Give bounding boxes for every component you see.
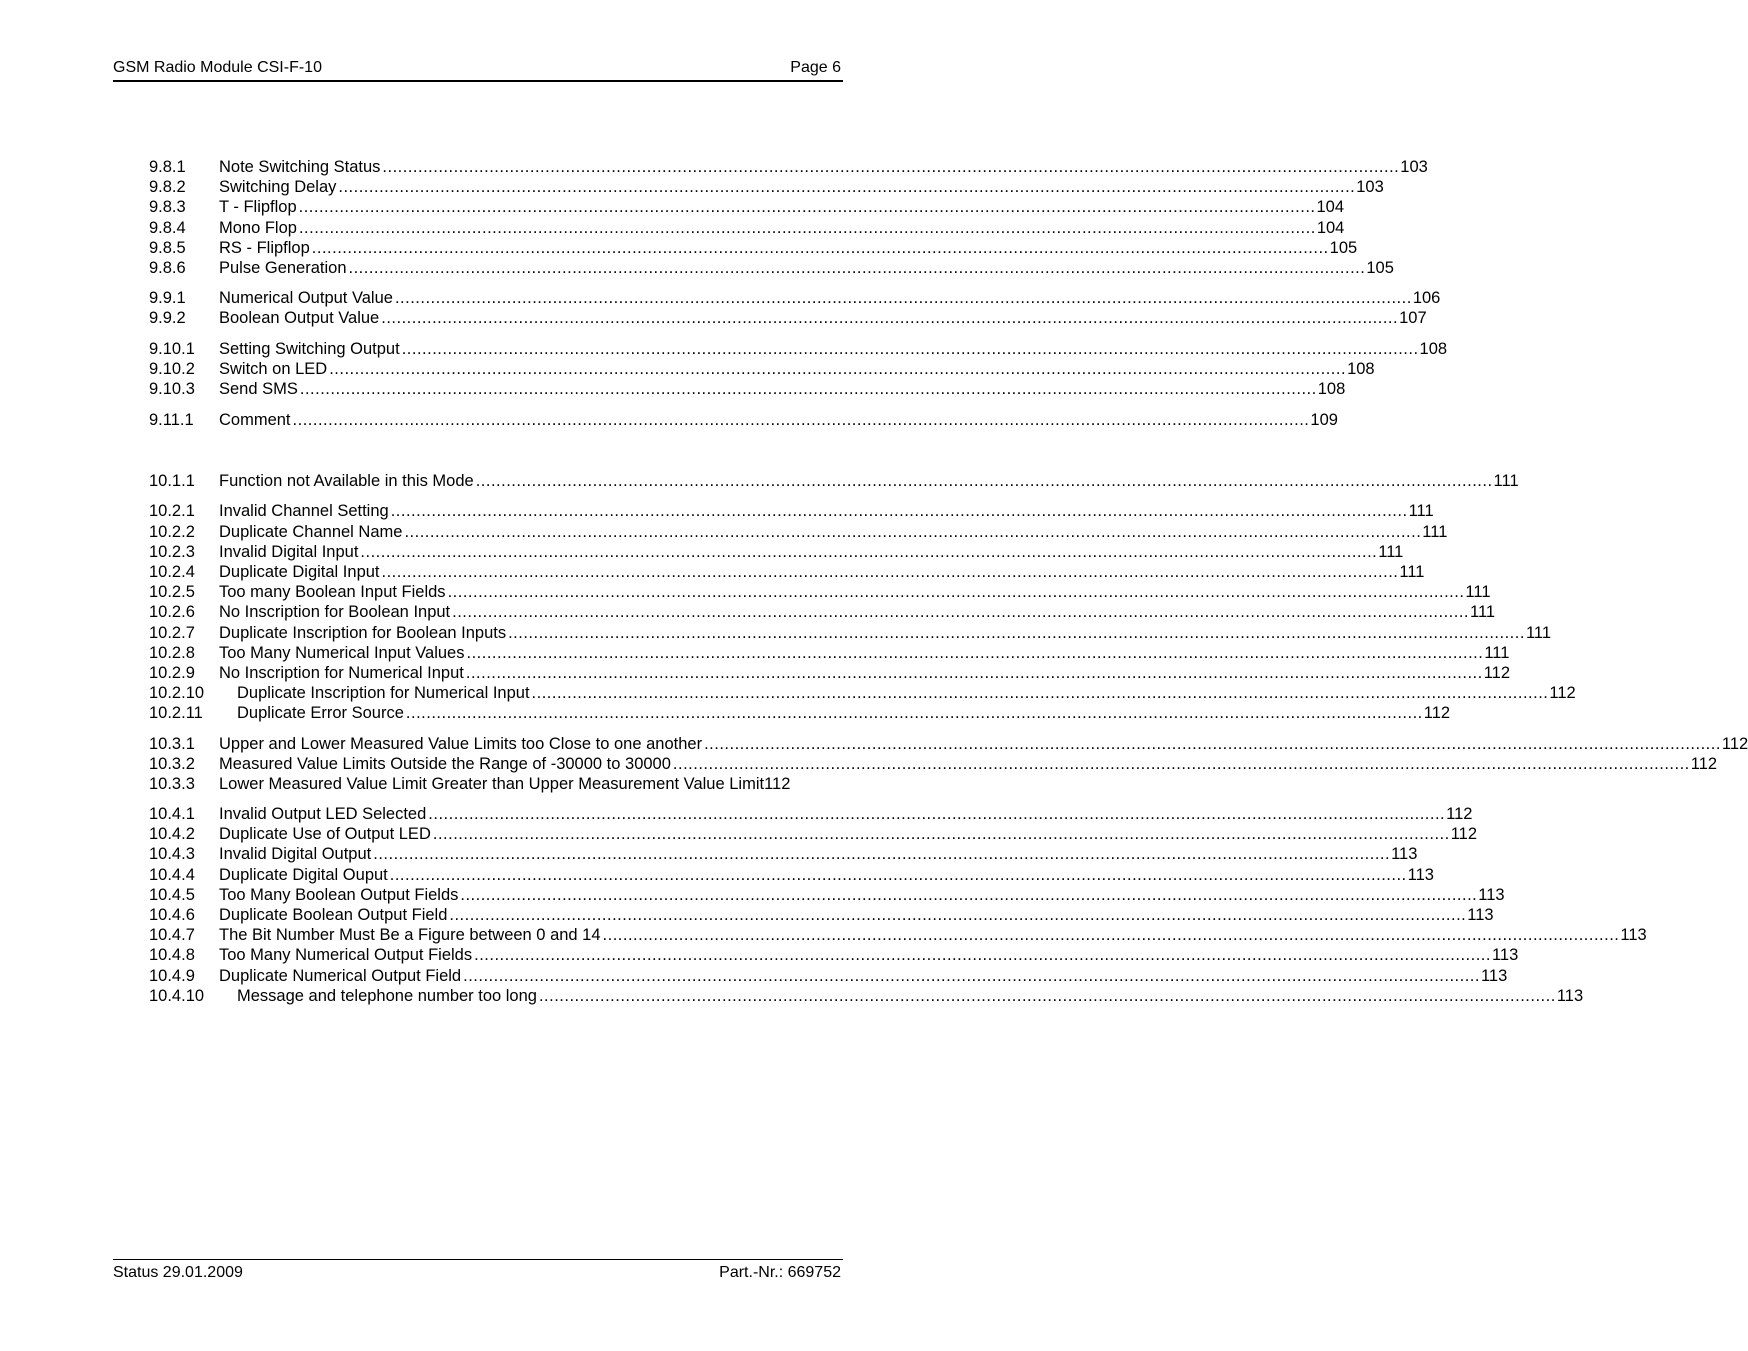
- page-footer: [113, 1259, 843, 1281]
- toc-entry-number: 9.8.1: [149, 158, 186, 176]
- toc-entry-title: Invalid Output LED Selected: [219, 805, 427, 824]
- toc-dot-leader: [404, 703, 1424, 723]
- toc-entry-page: 111: [1465, 583, 1491, 602]
- toc-entry-page: 111: [1399, 563, 1425, 581]
- toc-entry-number: 9.9.1: [149, 289, 186, 308]
- toc-dot-leader: [400, 339, 1420, 359]
- toc-entry[interactable]: [149, 844, 1418, 864]
- toc-entry-number: 9.8.3: [149, 198, 186, 217]
- toc-entry-title: RS - Flipflop: [219, 238, 310, 257]
- toc-entry-number: 10.4.5: [149, 885, 195, 904]
- toc-dot-leader: [446, 582, 1466, 602]
- toc-entry[interactable]: [149, 379, 1346, 399]
- toc-entry-number: 10.3.1: [149, 734, 195, 753]
- toc-dot-leader: [402, 522, 1422, 542]
- toc-entry[interactable]: [149, 774, 839, 794]
- toc-entry[interactable]: [149, 359, 1375, 379]
- toc-dot-leader: [380, 157, 1400, 177]
- toc-entry-title: Duplicate Boolean Output Field: [219, 906, 448, 924]
- toc-entry-title: Setting Switching Output: [219, 339, 400, 358]
- toc-entry-title: Too Many Numerical Input Values: [219, 643, 465, 662]
- toc-entry-title: Send SMS: [219, 379, 298, 398]
- toc-dot-leader: [474, 471, 1494, 491]
- toc-entry-number: 10.3.2: [149, 754, 195, 773]
- toc-entry-number: 9.8.2: [149, 178, 186, 197]
- toc-entry-number: 10.2.4: [149, 563, 195, 581]
- toc-dot-leader: [358, 542, 1378, 562]
- toc-dot-leader: [461, 966, 1481, 986]
- toc-dot-leader: [506, 623, 1526, 643]
- toc-entry-page: 111: [1493, 472, 1519, 491]
- toc-entry[interactable]: [149, 522, 1448, 542]
- toc-entry-page: 105: [1366, 258, 1394, 277]
- toc-entry-page: 113: [1467, 906, 1494, 924]
- toc-entry-title: Boolean Output Value: [219, 309, 380, 328]
- toc-dot-leader: [426, 804, 1446, 824]
- toc-dot-leader: [472, 945, 1492, 965]
- toc-entry[interactable]: [149, 308, 1427, 328]
- page-number: Page 6: [790, 59, 841, 76]
- toc-entry-number: 9.11.1: [149, 411, 194, 430]
- toc-entry[interactable]: [149, 471, 1519, 491]
- toc-dot-leader: [371, 844, 1391, 864]
- toc-entry-page: 111: [1378, 542, 1404, 561]
- toc-entry[interactable]: [149, 288, 1441, 308]
- toc-entry-number: 10.2.10: [149, 684, 205, 703]
- toc-entry-title: Mono Flop: [219, 218, 297, 237]
- toc-group: [149, 471, 1519, 491]
- toc-entry-page: 113: [1620, 926, 1647, 945]
- toc-group: [149, 734, 1748, 795]
- toc-dot-leader: [388, 865, 1408, 885]
- toc-entry-number: 10.4.9: [149, 966, 195, 985]
- toc-dot-leader: [393, 288, 1413, 308]
- toc-entry-page: 113: [1391, 845, 1418, 864]
- toc-entry[interactable]: [149, 410, 1338, 430]
- toc-entry[interactable]: [149, 238, 1358, 258]
- toc-group: [149, 501, 1576, 723]
- toc-entry-number: 10.2.1: [149, 502, 195, 521]
- toc-entry[interactable]: [149, 945, 1519, 965]
- toc-entry[interactable]: [149, 865, 1434, 885]
- toc-entry-title: No Inscription for Boolean Input: [219, 603, 451, 622]
- toc-dot-leader: [336, 177, 1356, 197]
- toc-entry[interactable]: [149, 623, 1552, 643]
- toc-dot-leader: [530, 683, 1550, 703]
- toc-entry-page: 103: [1400, 158, 1428, 176]
- toc-entry-title: Duplicate Use of Output LED: [219, 825, 431, 844]
- toc-entry-number: 10.4.2: [149, 825, 195, 844]
- toc-entry-number: 10.2.6: [149, 603, 195, 622]
- toc-entry-number: 10.4.4: [149, 865, 195, 884]
- toc-entry-number: 10.2.2: [149, 522, 195, 541]
- toc-entry[interactable]: [149, 986, 1584, 1006]
- toc-entry-title: Function not Available in this Mode: [219, 472, 474, 491]
- toc-group: [149, 157, 1428, 278]
- toc-entry[interactable]: [149, 824, 1478, 844]
- toc-entry-number: 10.2.5: [149, 583, 195, 602]
- toc-dot-leader: [298, 379, 1318, 399]
- toc-entry-title: Invalid Digital Output: [219, 845, 372, 864]
- toc-entry-page: 107: [1399, 309, 1427, 328]
- toc-entry-number: 10.1.1: [149, 472, 195, 491]
- toc-entry-number: 9.8.6: [149, 258, 186, 277]
- toc-entry[interactable]: [149, 754, 1718, 774]
- toc-dot-leader: [447, 905, 1467, 925]
- toc-entry[interactable]: [149, 643, 1510, 663]
- toc-entry[interactable]: [149, 925, 1647, 945]
- toc-entry-page: 108: [1419, 339, 1448, 358]
- toc-entry-title: Invalid Digital Input: [219, 542, 359, 561]
- toc-entry-number: 10.4.8: [149, 946, 195, 965]
- toc-group: [149, 804, 1647, 1006]
- toc-dot-leader: [450, 602, 1470, 622]
- table-of-contents: [149, 147, 1748, 1006]
- toc-entry-page: 103: [1356, 178, 1384, 197]
- toc-entry[interactable]: [149, 501, 1434, 521]
- toc-entry[interactable]: [149, 258, 1394, 278]
- toc-entry-number: 9.8.4: [149, 218, 186, 237]
- toc-entry[interactable]: [149, 562, 1425, 582]
- toc-entry[interactable]: [149, 197, 1345, 217]
- toc-dot-leader: [291, 410, 1311, 430]
- toc-entry-number: 10.2.7: [149, 623, 195, 642]
- toc-entry-title: Switch on LED: [219, 359, 328, 378]
- toc-dot-leader: [347, 258, 1367, 278]
- toc-entry-number: 10.2.8: [149, 643, 195, 662]
- toc-entry-title: Too Many Boolean Output Fields: [219, 885, 459, 904]
- toc-entry-title: Duplicate Inscription for Boolean Inputs: [219, 623, 507, 642]
- toc-entry-title: Message and telephone number too long: [237, 986, 537, 1005]
- toc-entry-page: 112: [1423, 704, 1451, 723]
- toc-entry-title: Numerical Output Value: [219, 289, 393, 308]
- toc-entry-page: 112: [1721, 734, 1748, 753]
- toc-entry[interactable]: [149, 804, 1473, 824]
- toc-entry[interactable]: [149, 582, 1491, 602]
- toc-entry-title: Duplicate Digital Ouput: [219, 865, 388, 884]
- toc-entry[interactable]: [149, 734, 1748, 754]
- part-number: Part.-Nr.: 669752: [719, 1264, 841, 1281]
- toc-entry[interactable]: [149, 157, 1428, 177]
- toc-group: [149, 288, 1441, 328]
- toc-dot-leader: [464, 663, 1484, 683]
- toc-entry-page: 113: [1556, 986, 1584, 1005]
- toc-entry-page: 105: [1329, 238, 1358, 257]
- toc-entry-page: 109: [1310, 411, 1338, 430]
- toc-dot-leader: [458, 885, 1478, 905]
- toc-dot-leader: [537, 986, 1557, 1006]
- toc-group: [149, 339, 1448, 400]
- toc-dot-leader: [389, 501, 1409, 521]
- toc-entry-number: 10.3.3: [149, 774, 195, 793]
- toc-entry-page: 111: [1525, 623, 1552, 642]
- toc-dot-leader: [297, 218, 1317, 238]
- toc-entry-page: 112: [1483, 663, 1511, 682]
- toc-entry-title: Duplicate Inscription for Numerical Input: [237, 684, 530, 703]
- toc-entry-title: Invalid Channel Setting: [219, 502, 389, 521]
- toc-entry[interactable]: [149, 663, 1511, 683]
- toc-dot-leader: [379, 308, 1399, 328]
- toc-entry-number: 9.9.2: [149, 309, 186, 328]
- toc-entry-page: 111: [1422, 522, 1448, 541]
- toc-entry-page: 111: [1408, 502, 1434, 521]
- toc-entry-page: 113: [1407, 865, 1434, 884]
- toc-entry-title: Too many Boolean Input Fields: [219, 583, 446, 602]
- toc-entry-page: 112: [1446, 805, 1473, 824]
- toc-entry-number: 9.10.2: [149, 359, 195, 378]
- toc-entry-title: Upper and Lower Measured Value Limits too Close to one another: [219, 734, 703, 753]
- toc-dot-leader: [671, 754, 1691, 774]
- toc-entry[interactable]: [149, 602, 1496, 622]
- toc-entry-number: 10.2.9: [149, 663, 195, 682]
- toc-entry-title: Duplicate Channel Name: [219, 522, 403, 541]
- toc-entry-number: 10.2.11: [149, 704, 203, 723]
- toc-entry-number: 9.8.5: [149, 238, 186, 257]
- toc-entry-number: 10.4.1: [149, 805, 195, 824]
- toc-dot-leader: [601, 925, 1621, 945]
- status-date: Status 29.01.2009: [113, 1264, 243, 1281]
- toc-entry-number: 10.4.3: [149, 845, 195, 864]
- toc-dot-leader: [464, 643, 1484, 663]
- toc-entry-page: 112: [1450, 825, 1478, 844]
- toc-entry-title: Duplicate Numerical Output Field: [219, 966, 462, 985]
- page-header: [113, 56, 843, 82]
- toc-entry[interactable]: [149, 177, 1384, 197]
- toc-entry-title: Measured Value Limits Outside the Range of -30000 to 30000: [219, 754, 671, 773]
- toc-group: [149, 410, 1338, 430]
- toc-entry-title: Pulse Generation: [219, 258, 347, 277]
- toc-entry-page: 106: [1412, 289, 1441, 308]
- toc-entry[interactable]: [149, 905, 1494, 925]
- toc-dot-leader: [431, 824, 1451, 844]
- toc-entry-title: Switching Delay: [219, 178, 337, 197]
- toc-dot-leader: [702, 734, 1722, 754]
- toc-entry-page: 113: [1491, 946, 1519, 965]
- toc-entry-number: 10.4.6: [149, 906, 195, 924]
- toc-entry-title: T - Flipflop: [219, 198, 297, 217]
- toc-entry[interactable]: [149, 683, 1576, 703]
- toc-entry-page: 111: [1470, 603, 1496, 622]
- toc-entry-page: 113: [1480, 966, 1508, 985]
- toc-entry-page: 111: [1484, 643, 1510, 662]
- toc-entry[interactable]: [149, 218, 1345, 238]
- toc-dot-leader: [297, 197, 1317, 217]
- toc-entry-page: 104: [1316, 198, 1345, 217]
- toc-dot-leader: [310, 238, 1330, 258]
- toc-entry-page: 112: [1549, 684, 1576, 703]
- toc-entry-title: Lower Measured Value Limit Greater than Upper Measurement Value Limit: [219, 774, 765, 793]
- toc-dot-leader: [380, 562, 1400, 582]
- toc-entry[interactable]: [149, 885, 1505, 905]
- toc-entry-page: 108: [1347, 359, 1375, 378]
- toc-entry-title: Too Many Numerical Output Fields: [219, 946, 473, 965]
- toc-entry-number: 10.4.10: [149, 986, 205, 1005]
- toc-dot-leader: [327, 359, 1347, 379]
- toc-entry-title: Duplicate Digital Input: [219, 563, 380, 581]
- toc-entry[interactable]: [149, 966, 1508, 986]
- toc-entry-title: The Bit Number Must Be a Figure between 0 and 14: [219, 926, 601, 945]
- toc-entry[interactable]: [149, 339, 1448, 359]
- toc-entry-page: 108: [1317, 379, 1346, 398]
- toc-entry-number: 9.10.1: [149, 339, 195, 358]
- toc-entry-title: Duplicate Error Source: [237, 704, 404, 723]
- toc-entry-page: 113: [1478, 885, 1505, 904]
- toc-entry-page: 104: [1316, 218, 1345, 237]
- document-title: GSM Radio Module CSI-F-10: [113, 59, 322, 76]
- toc-entry-title: Note Switching Status: [219, 158, 381, 176]
- toc-entry-number: 9.10.3: [149, 379, 195, 398]
- toc-entry-number: 10.4.7: [149, 926, 195, 945]
- toc-entry-page: 112: [1690, 754, 1718, 773]
- toc-entry-page: 112: [764, 774, 791, 793]
- toc-entry-title: No Inscription for Numerical Input: [219, 663, 464, 682]
- toc-entry-number: 10.2.3: [149, 542, 195, 561]
- toc-entry-title: Comment: [219, 411, 291, 430]
- toc-entry[interactable]: [149, 542, 1404, 562]
- toc-entry[interactable]: [149, 703, 1451, 723]
